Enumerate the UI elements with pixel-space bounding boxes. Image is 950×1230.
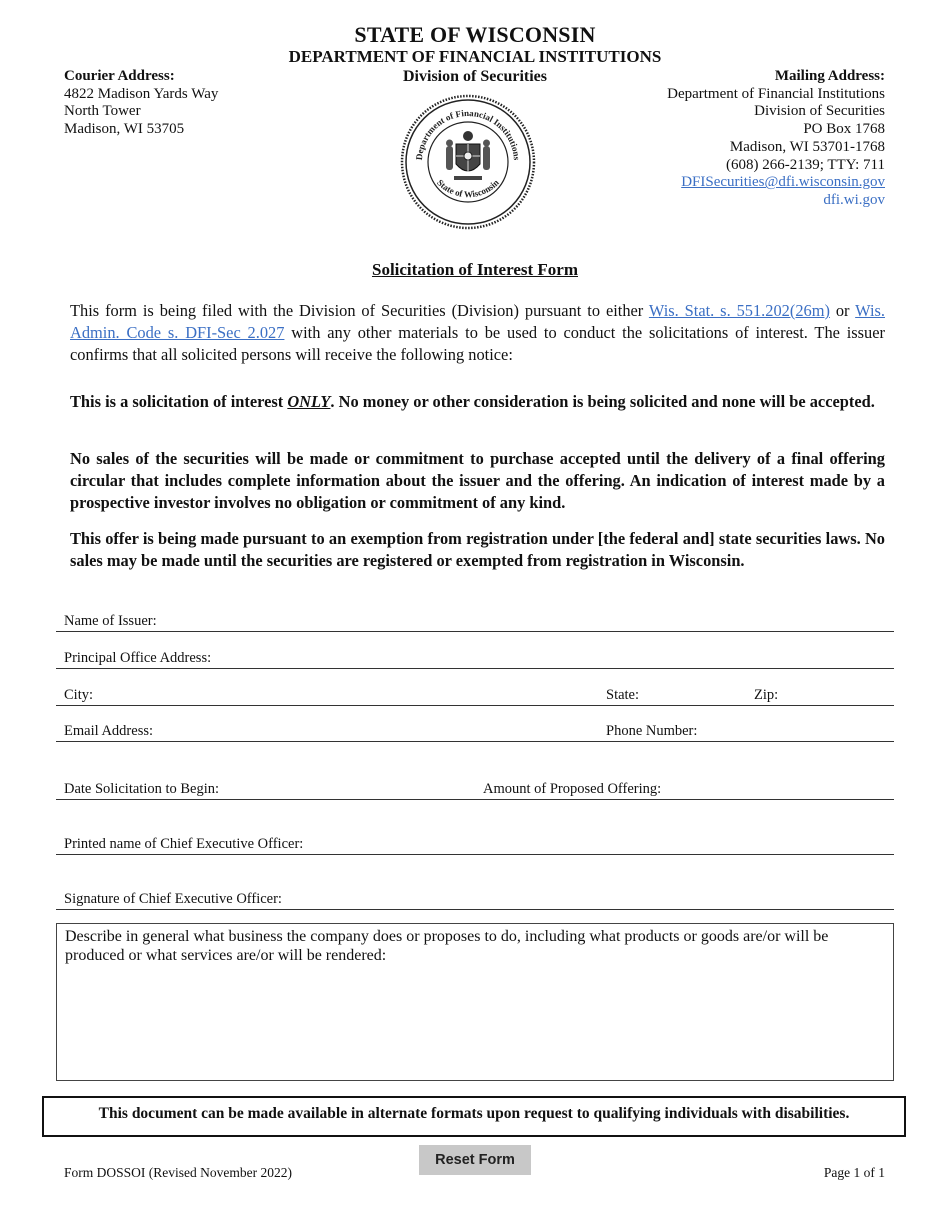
email-phone-row — [56, 721, 894, 741]
notice-only-emphasis: ONLY — [287, 392, 331, 411]
email-link[interactable]: DFISecurities@dfi.wisconsin.gov — [681, 174, 885, 191]
city-label: City: — [64, 687, 94, 703]
zip-label: Zip: — [754, 687, 779, 703]
state-field[interactable] — [596, 685, 746, 706]
ceo-name-label: Printed name of Chief Executive Officer: — [64, 836, 304, 852]
seal-bottom-text: State of Wisconsin — [435, 177, 501, 200]
courier-address — [64, 68, 218, 139]
department-heading: DEPARTMENT OF FINANCIAL INSTITUTIONS — [288, 47, 662, 66]
division-heading: Division of Securities — [403, 68, 547, 85]
seal-top-text: Department of Financial Institutions — [413, 107, 522, 161]
form-title: Solicitation of Interest Form — [371, 260, 578, 279]
state-label: State: — [606, 687, 640, 703]
intro-paragraph — [70, 300, 885, 366]
mailing-line-5: (608) 266-2139; TTY: 711 — [725, 156, 885, 173]
notice-1-text-b: . No money or other consideration is being solicited and none will be accepted. — [330, 392, 875, 411]
issuer-name-label: Name of Issuer: — [64, 613, 157, 629]
intro-text-1: This form is being filed with the Division of Securities (Division) pursuant to either — [70, 301, 649, 320]
city-state-zip-row — [56, 685, 894, 705]
zip-field[interactable] — [746, 685, 894, 706]
svg-text:State of Wisconsin — [435, 177, 501, 199]
intro-text-3: with any other materials to be used to conduct the solicitations of interest. The issuer confirms that all solicited persons will receive the following notice: — [70, 323, 885, 364]
courier-line-1: 4822 Madison Yards Way — [64, 85, 219, 102]
principal-address-field[interactable] — [56, 648, 894, 669]
email-field[interactable] — [56, 721, 596, 742]
ceo-name-field[interactable] — [56, 834, 894, 855]
mailing-line-4: Madison, WI 53701-1768 — [729, 138, 885, 155]
principal-address-label: Principal Office Address: — [64, 650, 212, 666]
form-id: Form DOSSOI (Revised November 2022) — [64, 1165, 292, 1180]
mailing-label: Mailing Address: — [774, 68, 885, 84]
date-begin-label: Date Solicitation to Begin: — [64, 781, 220, 797]
business-description-textarea[interactable] — [56, 923, 894, 1081]
phone-label: Phone Number: — [606, 723, 698, 739]
website-link[interactable]: dfi.wi.gov — [823, 191, 885, 208]
date-begin-field[interactable] — [56, 779, 474, 800]
page-number: Page 1 of 1 — [823, 1165, 885, 1180]
ceo-signature-label: Signature of Chief Executive Officer: — [64, 891, 282, 907]
amount-label: Amount of Proposed Offering: — [483, 781, 662, 797]
mailing-address — [667, 68, 885, 210]
mailing-line-2: Division of Securities — [754, 103, 885, 120]
wis-stat-link[interactable]: Wis. Stat. s. 551.202(26m) — [648, 301, 830, 320]
email-label: Email Address: — [64, 723, 154, 739]
date-amount-row — [56, 779, 894, 799]
accessibility-notice: This document can be made available in alternate formats upon request to qualifying individuals with disabilities. — [42, 1096, 906, 1137]
business-description-prompt: Describe in general what business the company does or proposes to do, including what products or goods are/or will be produced or what services are/or will be rendered: — [65, 928, 829, 964]
mailing-line-1: Department of Financial Institutions — [667, 85, 885, 102]
ceo-signature-field[interactable] — [56, 889, 894, 910]
notice-paragraph-1 — [70, 391, 885, 413]
notice-paragraph-2: No sales of the securities will be made or commitment to purchase accepted until the delivery of a final offering circular that includes complete information about the issuer and the offering. An indication of interest made by a prospective investor involves no obligation or commitment of any kind. — [70, 449, 885, 512]
courier-label: Courier Address: — [64, 68, 175, 84]
admin-code-link[interactable]: Wis. Admin. Code s. DFI-Sec 2.027 — [70, 301, 885, 342]
notice-1-text-a: This is a solicitation of interest — [70, 392, 288, 411]
issuer-name-field[interactable] — [56, 611, 894, 632]
city-field[interactable] — [56, 685, 596, 706]
courier-line-3: Madison, WI 53705 — [64, 121, 185, 138]
phone-field[interactable] — [596, 721, 894, 742]
notice-paragraph-3: This offer is being made pursuant to an exemption from registration under [the federal and] state securities laws. No sales may be made until the securities are registered or exempted from registration in Wisconsin. — [70, 529, 885, 570]
intro-text-2: or — [829, 301, 856, 320]
amount-field[interactable] — [474, 779, 894, 800]
mailing-line-3: PO Box 1768 — [803, 121, 885, 138]
courier-line-2: North Tower — [64, 103, 141, 120]
state-seal — [400, 94, 536, 230]
state-heading: STATE OF WISCONSIN — [354, 22, 596, 47]
reset-form-button[interactable]: Reset Form — [419, 1145, 531, 1175]
